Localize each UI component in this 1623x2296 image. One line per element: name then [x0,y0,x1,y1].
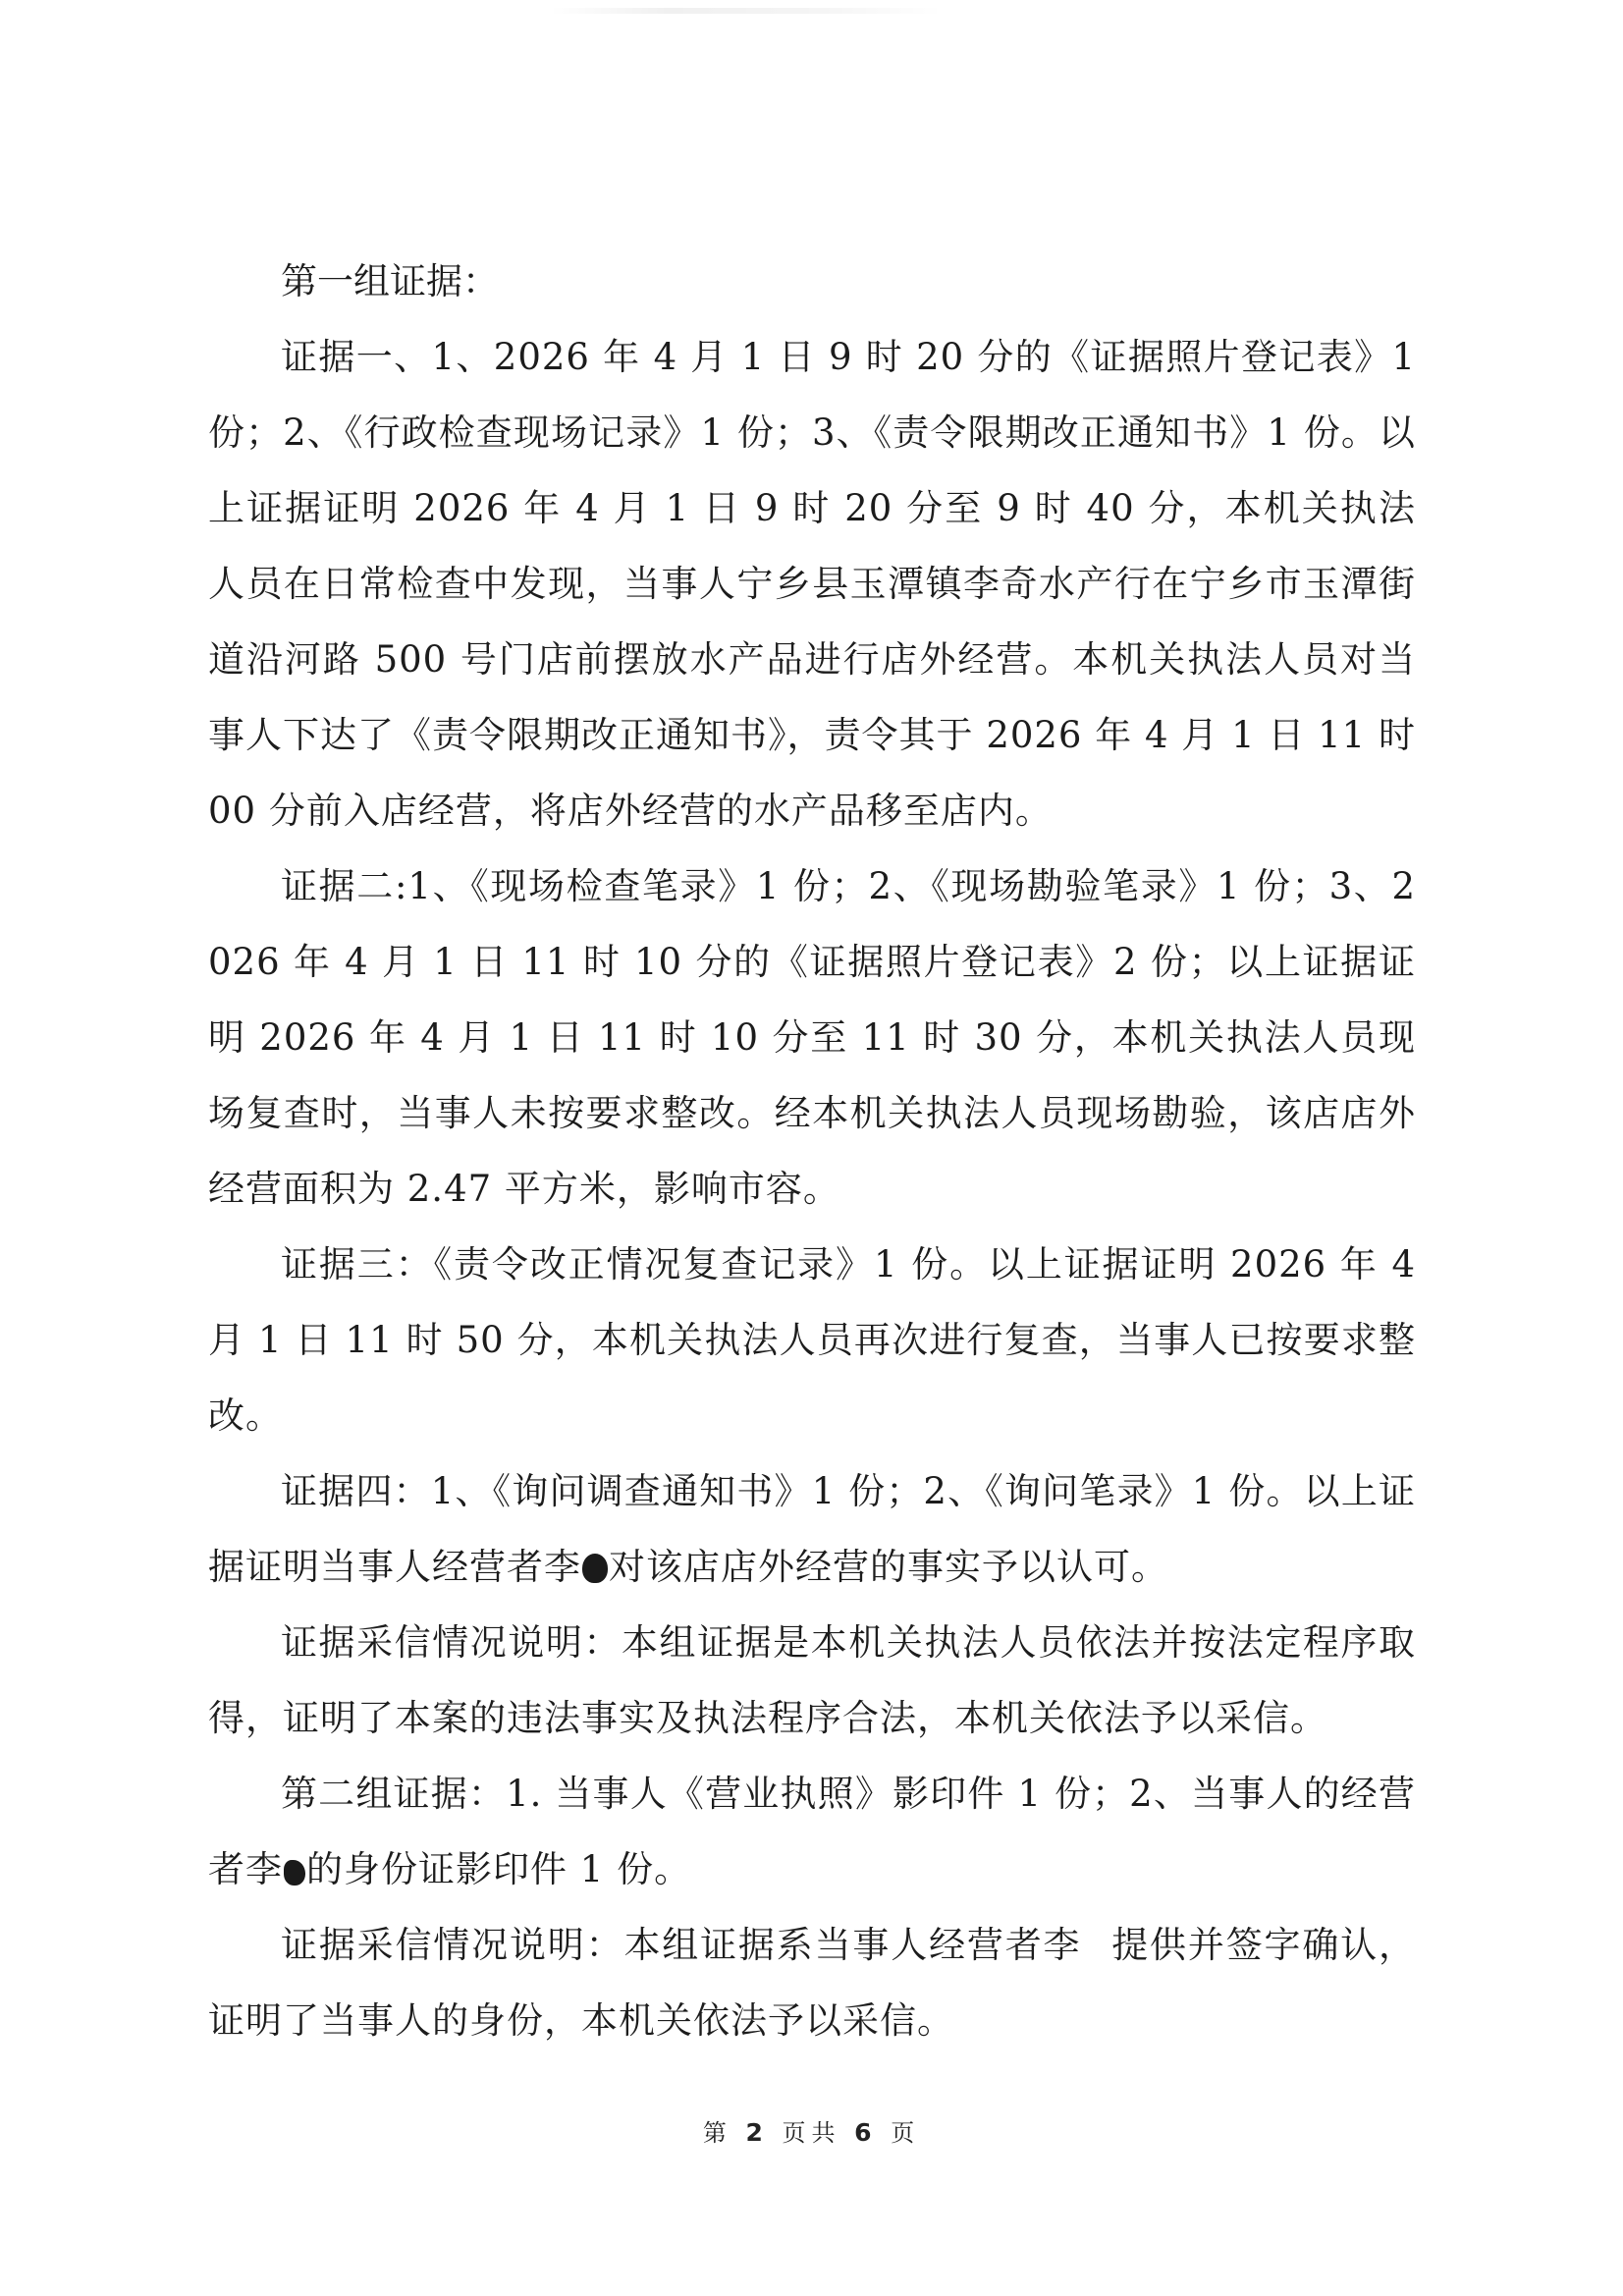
group2-text-before: 第二组证据：1. 当事人《营业执照》影印件 1 份；2、当事人的经营者李 [208,1773,1416,1890]
group2-text-after: 的身份证影印件 1 份。 [306,1848,692,1890]
evidence-4-text-before: 证据四：1、《询问调查通知书》1 份；2、《询问笔录》1 份。以上证据证明当事人经营者李 [208,1470,1416,1588]
scan-artifact [550,8,943,14]
adoption-note-2-paragraph [208,1907,1416,2058]
redaction-mark [582,1554,608,1583]
evidence-4-paragraph [208,1453,1416,1605]
document-body [208,244,1416,2058]
total-pages-number: 6 [854,2118,878,2147]
adoption-2-text-before: 证据采信情况说明：本组证据系当事人经营者李 [281,1924,1082,1966]
group1-heading: 第一组证据： [281,260,499,302]
redaction-mark [284,1860,305,1886]
evidence-1-paragraph: 证据一、1、2026 年 4 月 1 日 9 时 20 分的《证据照片登记表》1 份；2、《行政检查现场记录》1 份；3、《责令限期改正通知书》1 份。以上证据证明 2026 年 4 月 1 日 9 时 20 分至 9 时 40 分，本机关执法人员在日常检查中发现，当事人宁乡县玉潭镇李奇水产行在宁乡市玉潭街道沿河路 500 号门店前摆放水产品进行店外经营。本机关执法人员对当事人下达了《责令限期改正通知书》，责令其于 2026 年 4 月 1 日 11 时 00 分前入店经营，将店外经营的水产品移至店内。 [208,336,1416,832]
adoption-2-text-after: 提供并签字确认，证明了当事人的身份，本机关依法予以采信。 [208,1924,1417,2042]
footer-prefix: 第 [702,2119,732,2147]
footer-middle: 页共 [782,2119,841,2147]
adoption-note-1-paragraph: 证据采信情况说明：本组证据是本机关执法人员依法并按法定程序取得，证明了本案的违法事实及执法程序合法，本机关依法予以采信。 [208,1621,1416,1739]
evidence-4-text-after: 对该店店外经营的事实予以认可。 [609,1546,1168,1588]
current-page-number: 2 [745,2118,769,2147]
footer-suffix: 页 [891,2119,921,2147]
evidence-3-paragraph: 证据三：《责令改正情况复查记录》1 份。以上证据证明 2026 年 4 月 1 日 11 时 50 分，本机关执法人员再次进行复查，当事人已按要求整改。 [208,1243,1416,1437]
page-footer [0,2113,1623,2148]
group2-paragraph [208,1756,1416,1907]
evidence-2-paragraph: 证据二:1、《现场检查笔录》1 份；2、《现场勘验笔录》1 份；3、2026 年 4 月 1 日 11 时 10 分的《证据照片登记表》2 份；以上证据证明 2026 年 4 月 1 日 11 时 10 分至 11 时 30 分，本机关执法人员现场复查时，当事人未按要求整改。经本机关执法人员现场勘验，该店店外经营面积为 2.47 平方米，影响市容。 [208,865,1416,1210]
